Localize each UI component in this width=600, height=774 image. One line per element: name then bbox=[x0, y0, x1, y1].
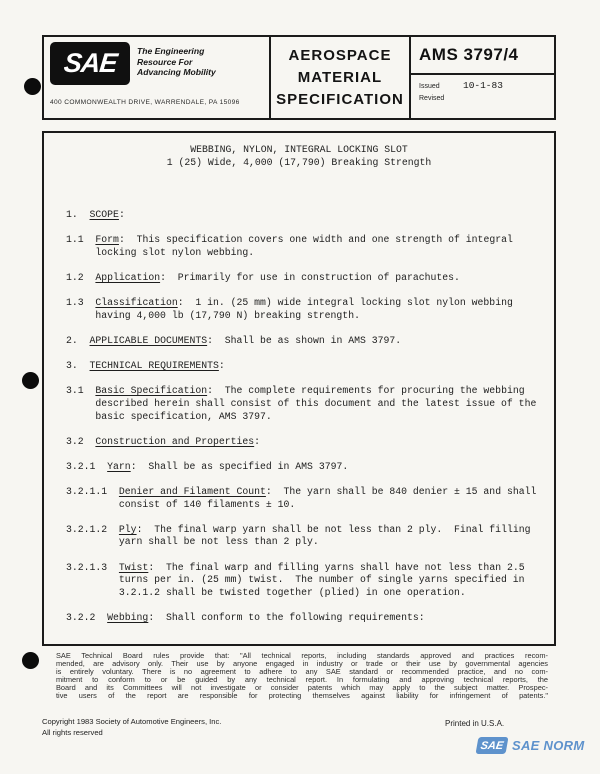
board-rules-line: tive users of the report are responsible for protecting themselves against liability for infringement of patents." bbox=[56, 691, 548, 701]
clause-heading: Form bbox=[95, 234, 119, 246]
clause-heading: Ply bbox=[118, 523, 137, 535]
spec-clause bbox=[66, 461, 542, 474]
clause-text: : Shall be as specified in AMS 3797. bbox=[130, 460, 349, 472]
clause-number: 3.2 bbox=[66, 435, 96, 447]
document-header bbox=[42, 35, 556, 120]
printed-in-usa: Printed in U.S.A. bbox=[445, 719, 505, 728]
revised-label: Revised bbox=[419, 95, 445, 102]
spec-clause bbox=[66, 436, 542, 449]
clause-text: : This specification covers one width and one strength of integral locking slot nylon webbing. bbox=[95, 234, 519, 258]
clause-heading: SCOPE bbox=[89, 209, 119, 220]
clause-heading: APPLICABLE DOCUMENTS bbox=[89, 334, 208, 346]
clause-text: : The yarn shall be 840 denier ± 15 and shall consist of 140 filaments ± 10. bbox=[118, 486, 543, 510]
clause-heading: Basic Specification bbox=[95, 385, 208, 397]
clause-number: 1.2 bbox=[66, 271, 96, 283]
clause-text: : The final warp yarn shall be not less than 2 ply. Final filling yarn shall be not less than 2 ply. bbox=[118, 523, 537, 548]
clause-heading: Yarn bbox=[107, 460, 131, 472]
board-rules-line: SAE Technical Board rules provide that: "All technical reports, including standards approved and practices recom- bbox=[56, 651, 548, 660]
rights-line: All rights reserved bbox=[42, 727, 103, 737]
clause-heading: Denier and Filament Count bbox=[118, 486, 266, 498]
clause-text: : bbox=[218, 360, 225, 372]
clause-text: : 1 in. (25 mm) wide integral locking slot nylon webbing having 4,000 lb (17,790 N) breaking strength. bbox=[95, 297, 519, 321]
spec-clause bbox=[66, 360, 542, 373]
doc-id-block bbox=[411, 37, 554, 118]
clause-text: : Primarily for use in construction of parachutes. bbox=[160, 271, 460, 283]
issued-date: 10-1-83 bbox=[463, 80, 503, 91]
punch-hole-icon bbox=[24, 78, 41, 95]
spec-clause bbox=[66, 486, 542, 511]
clause-text: : bbox=[254, 435, 261, 447]
clause-number: 3.2.1.1 bbox=[66, 486, 119, 498]
clause-number: 3.2.2 bbox=[66, 612, 108, 623]
sae-logo-icon bbox=[50, 42, 130, 85]
spec-title bbox=[44, 143, 554, 169]
spec-clause bbox=[66, 272, 542, 285]
tagline-line: Resource For bbox=[137, 56, 193, 67]
clause-heading: Webbing bbox=[107, 612, 149, 623]
clause-text: : bbox=[118, 209, 125, 220]
clause-text: : Shall conform to the following requirements: bbox=[148, 612, 425, 623]
clause-heading: TECHNICAL REQUIREMENTS bbox=[89, 360, 219, 372]
tagline-line: The Engineering bbox=[137, 46, 205, 56]
doc-number: AMS 3797/4 bbox=[419, 45, 519, 64]
doc-type-line: MATERIAL bbox=[297, 69, 383, 86]
spec-title-line1: WEBBING, NYLON, INTEGRAL LOCKING SLOT bbox=[190, 144, 408, 155]
clause-number: 3.2.1.2 bbox=[66, 523, 119, 535]
clause-number: 1. bbox=[66, 209, 90, 220]
sae-norm-logo-icon bbox=[476, 737, 509, 754]
issue-block bbox=[411, 73, 554, 118]
sae-norm-label: SAE NORM bbox=[512, 738, 585, 753]
board-rules-line: is entirely voluntary. There is no agreement to adhere to any SAE standard or recommended practice, and no com- bbox=[56, 667, 548, 677]
spec-title-line2: 1 (25) Wide, 4,000 (17,790) Breaking Strength bbox=[166, 157, 432, 168]
clause-text: : Shall be as shown in AMS 3797. bbox=[207, 334, 402, 346]
copyright-line: Copyright 1983 Society of Automotive Engineers, Inc. bbox=[42, 717, 222, 726]
spec-clause bbox=[66, 612, 542, 625]
sae-address: 400 COMMONWEALTH DRIVE, WARRENDALE, PA 15096 bbox=[50, 99, 240, 106]
clause-number: 1.1 bbox=[66, 234, 96, 246]
clause-number: 3.1 bbox=[66, 385, 96, 397]
copyright-block bbox=[42, 717, 221, 738]
issued-row bbox=[419, 80, 546, 91]
sae-norm-logo-text: SAE bbox=[479, 739, 505, 752]
board-rules-line: mended, are advisory only. Their use by anyone engaged in industry or trade or their use by governmental agencies bbox=[56, 659, 548, 669]
clause-number: 1.3 bbox=[66, 297, 96, 309]
spec-clause bbox=[66, 562, 542, 600]
spec-body-box bbox=[42, 131, 556, 646]
sae-norm-watermark bbox=[477, 737, 584, 754]
clause-text: : The final warp and filling yarns shall have not less than 2.5 turns per in. (25 mm) twist. The number of single yarns specified in 3.2.1.2 shall be twisted together (plied) in one operation. bbox=[118, 561, 531, 598]
doc-type-title bbox=[269, 37, 411, 118]
sae-logo-block bbox=[44, 37, 269, 118]
clause-number: 3.2.1.3 bbox=[66, 561, 119, 573]
clause-heading: Construction and Properties bbox=[95, 435, 255, 447]
spec-clause bbox=[66, 297, 542, 322]
doc-type-line: SPECIFICATION bbox=[276, 91, 404, 108]
sae-tagline bbox=[137, 42, 216, 78]
clause-list bbox=[66, 209, 554, 625]
spec-clause bbox=[66, 385, 542, 423]
tagline-line: Advancing Mobility bbox=[137, 67, 216, 77]
spec-clause bbox=[66, 234, 542, 259]
punch-hole-icon bbox=[22, 372, 39, 389]
clause-number: 3.2.1 bbox=[66, 460, 108, 472]
clause-heading: Twist bbox=[118, 561, 149, 573]
clause-text: : The complete requirements for procuring the webbing described herein shall consist of this document and the latest issue of the basic specification, AMS 3797. bbox=[95, 385, 543, 422]
board-rules-line: Board and its Committees will not investigate or consider patents which may apply to the subject matter. Prospec- bbox=[56, 683, 548, 693]
clause-number: 3. bbox=[66, 360, 90, 372]
clause-number: 2. bbox=[66, 334, 90, 346]
sae-logo-text: SAE bbox=[62, 48, 118, 78]
revised-row bbox=[419, 95, 546, 102]
spec-clause bbox=[66, 335, 542, 348]
punch-hole-icon bbox=[22, 652, 39, 669]
logo-row bbox=[44, 37, 269, 85]
clause-heading: Application bbox=[95, 271, 161, 283]
board-rules-notice bbox=[56, 652, 548, 701]
clause-heading: Classification bbox=[95, 297, 178, 309]
spec-clause bbox=[66, 209, 542, 222]
spec-clause bbox=[66, 524, 542, 549]
board-rules-line: mitment to conform to or be guided by any technical report. In formulating and approving technical reports, the bbox=[56, 675, 548, 685]
doc-type-line: AEROSPACE bbox=[288, 47, 392, 64]
issued-label: Issued bbox=[419, 83, 440, 90]
